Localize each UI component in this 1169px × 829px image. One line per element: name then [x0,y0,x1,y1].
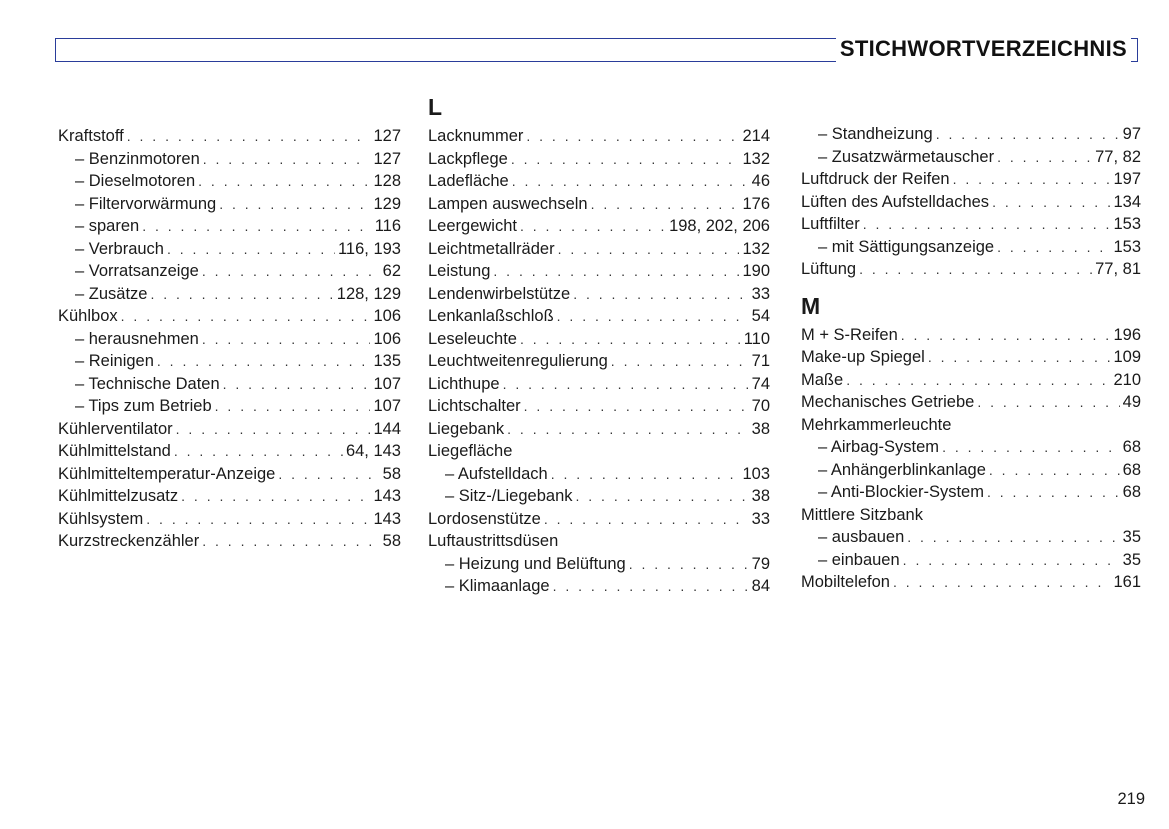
index-term: Luftaustrittsdüsen [428,532,559,550]
index-entry [801,391,1141,414]
index-entry [58,440,401,463]
leader-dots [989,459,1120,482]
index-term: Lenkanlaßschloß [428,307,554,325]
index-pages: 161 [1113,573,1141,591]
index-term: – Tips zum Betrieb [75,397,212,415]
index-term: Luftdruck der Reifen [801,170,950,188]
index-term: – einbauen [818,550,900,569]
index-term: Luftfilter [801,215,860,233]
leader-dots [901,324,1111,347]
index-term: Kühlerventilator [58,419,173,438]
index-pages: 106 [373,307,401,325]
leader-dots [203,148,371,171]
index-term: Kühlmittelstand [58,442,171,460]
leader-dots [157,350,371,373]
index-entry [428,418,770,441]
leader-dots [992,191,1110,214]
index-entry [58,485,401,508]
leader-dots [907,526,1119,549]
index-term: Make-up Spiegel [801,348,925,366]
page-title: STICHWORTVERZEICHNIS [836,36,1131,62]
index-entry [801,236,1141,259]
index-pages: 38 [751,487,770,505]
leader-dots [629,553,749,576]
index-term: Lüftung [801,260,857,278]
index-term: – Dieselmotoren [75,172,196,190]
leader-dots [526,125,739,148]
index-pages: 132 [742,149,770,168]
index-pages: 46 [751,172,770,190]
index-term: Leichtmetallräder [428,239,555,258]
index-pages: 134 [1113,192,1141,211]
leader-dots [146,508,370,531]
index-entry [801,414,1141,437]
index-entry [428,575,770,598]
index-pages: 153 [1113,237,1141,256]
leader-dots [557,305,749,328]
index-pages: 196 [1113,325,1141,344]
index-pages: 33 [751,509,770,528]
leader-dots [202,530,379,553]
index-entry [428,350,770,373]
leader-dots [903,549,1120,572]
index-entry [58,508,401,531]
index-column-1 [58,125,401,553]
leader-dots [553,575,749,598]
leader-dots [520,328,741,351]
index-pages: 190 [742,262,770,280]
index-entry [428,328,770,351]
leader-dots [977,391,1119,414]
index-term: – mit Sättigungsanzeige [818,237,995,256]
index-term: Lüften des Aufstelldaches [801,192,990,211]
index-pages: 116, 193 [337,239,401,258]
header-rule [55,38,1138,62]
section-letter-m: M [801,292,821,319]
leader-dots [859,258,1092,281]
index-entry [801,549,1141,572]
index-term: M + S-Reifen [801,325,898,344]
index-pages: 128 [373,172,401,190]
index-pages: 68 [1122,483,1141,501]
index-column-3 [801,123,1141,594]
index-term: – Sitz-/Liegebank [445,487,573,505]
index-term: – Klimaanlage [445,577,550,595]
index-term: Kühlmitteltemperatur-Anzeige [58,464,276,483]
index-term: – Zusätze [75,284,148,303]
index-term: – Benzinmotoren [75,149,200,168]
leader-dots [893,571,1110,594]
section-letter-l: L [428,94,443,120]
index-entry [428,215,770,238]
index-pages: 64, 143 [345,442,401,460]
leader-dots [511,148,740,171]
index-entry [58,125,401,148]
index-term: Kühlmittelzusatz [58,487,179,505]
leader-dots [512,170,749,193]
index-entry [428,260,770,283]
leader-dots [997,146,1092,169]
index-entry [428,440,770,463]
index-term: – Anti-Blockier-System [818,483,984,501]
index-entry [428,463,770,486]
index-term: – Verbrauch [75,239,164,258]
index-entry [58,328,401,351]
leader-dots [202,328,371,351]
index-entry [801,346,1141,369]
leader-dots [181,485,370,508]
index-entry [428,485,770,508]
index-term: Lackpflege [428,149,508,168]
index-entry [58,260,401,283]
index-entry [801,258,1141,281]
index-pages: 210 [1113,370,1141,389]
leader-dots [558,238,740,261]
leader-dots [544,508,749,531]
index-pages: 143 [373,487,401,505]
index-term: – Filtervorwärmung [75,194,217,213]
index-pages: 70 [751,397,770,415]
index-term: Lampen auswechseln [428,194,588,213]
index-pages: 197 [1113,170,1141,188]
index-entry [58,350,401,373]
index-entry [428,508,770,531]
index-pages: 35 [1122,528,1141,546]
index-pages: 49 [1122,393,1141,411]
index-pages: 116 [374,217,401,235]
index-entry [58,238,401,261]
index-term: Kühlsystem [58,509,144,528]
index-entry [58,373,401,396]
index-pages: 74 [751,374,770,393]
index-entry [428,283,770,306]
index-pages: 77, 81 [1095,260,1141,278]
index-term: Kühlbox [58,307,118,325]
page-number: 219 [1117,790,1145,808]
index-entry [58,463,401,486]
leader-dots [223,373,371,396]
leader-dots [846,369,1110,392]
index-pages: 153 [1113,215,1141,233]
index-pages: 110 [743,329,770,348]
index-entry [801,146,1141,169]
leader-dots [150,283,333,306]
leader-dots [573,283,748,306]
leader-dots [520,215,666,238]
index-pages: 33 [751,284,770,303]
index-term: Lichtschalter [428,397,521,415]
index-pages: 62 [382,262,401,280]
index-term: Leuchtweitenregulierung [428,352,608,370]
index-entry [58,530,401,553]
index-term: – Vorratsanzeige [75,262,199,280]
index-pages: 109 [1113,348,1141,366]
index-entry [801,459,1141,482]
index-entry [428,238,770,261]
leader-dots [198,170,370,193]
index-entry [428,125,770,148]
leader-dots [174,440,343,463]
leader-dots [997,236,1110,259]
index-entry [801,481,1141,504]
leader-dots [503,373,749,396]
index-entry [801,168,1141,191]
index-pages: 132 [742,239,770,258]
index-entry [428,530,770,553]
index-entry [58,148,401,171]
index-pages: 68 [1122,438,1141,456]
index-pages: 84 [751,577,770,595]
index-entry [801,571,1141,594]
leader-dots [167,238,335,261]
index-entry [801,191,1141,214]
index-entry [428,148,770,171]
index-term: Lendenwirbelstütze [428,284,571,303]
leader-dots [591,193,740,216]
index-entry [58,283,401,306]
leader-dots [202,260,380,283]
index-entry [58,170,401,193]
index-entry [801,504,1141,527]
index-pages: 143 [373,509,401,528]
index-entry [428,170,770,193]
leader-dots [215,395,371,418]
index-term: Mechanisches Getriebe [801,393,975,411]
leader-dots [507,418,748,441]
index-term: Kraftstoff [58,127,124,145]
index-pages: 127 [373,127,401,145]
index-entry [58,395,401,418]
index-entry [801,213,1141,236]
leader-dots [611,350,749,373]
index-entry [428,553,770,576]
index-entry [58,418,401,441]
index-pages: 58 [382,532,401,550]
index-pages: 77, 82 [1095,147,1141,166]
leader-dots [987,481,1120,504]
index-term: Lacknummer [428,127,524,145]
index-pages: 144 [373,419,401,438]
index-term: – Airbag-System [818,438,940,456]
index-pages: 35 [1122,550,1141,569]
index-pages: 58 [382,464,401,483]
index-entry [58,193,401,216]
index-term: Kurzstreckenzähler [58,532,200,550]
index-pages: 198, 202, 206 [669,217,770,235]
index-pages: 127 [373,149,401,168]
index-entry [801,526,1141,549]
index-pages: 71 [751,352,770,370]
index-pages: 129 [373,194,401,213]
index-entry [801,369,1141,392]
index-pages: 107 [373,397,401,415]
index-entry [801,324,1141,347]
index-term: Mobiltelefon [801,573,890,591]
leader-dots [576,485,749,508]
index-pages: 68 [1122,460,1141,479]
index-term: Leergewicht [428,217,517,235]
index-entry [428,193,770,216]
index-column-2 [428,90,770,598]
leader-dots [936,123,1120,146]
leader-dots [219,193,370,216]
index-pages: 54 [751,307,770,325]
index-entry [428,373,770,396]
index-pages: 97 [1122,125,1141,143]
index-term: Mittlere Sitzbank [801,505,923,524]
index-entry [58,305,401,328]
leader-dots [493,260,739,283]
leader-dots [121,305,371,328]
index-term: Mehrkammerleuchte [801,415,952,434]
leader-dots [551,463,740,486]
section-spacer [801,281,1141,289]
index-pages: 38 [751,419,770,438]
index-pages: 79 [751,554,770,573]
index-term: – ausbauen [818,528,905,546]
index-term: – Aufstelldach [445,464,548,483]
index-entry [801,123,1141,146]
index-term: Maße [801,370,844,389]
leader-dots [953,168,1111,191]
leader-dots [278,463,379,486]
index-term: – sparen [75,217,140,235]
leader-dots [176,418,371,441]
index-term: Lichthupe [428,374,500,393]
index-pages: 103 [742,464,770,483]
index-entry [428,395,770,418]
index-pages: 107 [373,374,401,393]
leader-dots [863,213,1111,236]
index-pages: 106 [373,329,401,348]
index-pages: 135 [373,352,401,370]
index-term: – Heizung und Belüftung [445,554,626,573]
index-pages: 214 [742,127,770,145]
index-term: – herausnehmen [75,329,199,348]
index-term: – Standheizung [818,125,933,143]
index-entry [58,215,401,238]
index-term: Leseleuchte [428,329,517,348]
index-term: Liegebank [428,419,505,438]
leader-dots [524,395,749,418]
index-entry [801,436,1141,459]
index-term: Liegefläche [428,442,513,460]
leader-dots [928,346,1111,369]
index-term: – Zusatzwärmetauscher [818,147,995,166]
index-pages: 128, 129 [336,284,401,303]
index-term: Ladefläche [428,172,509,190]
index-term: Lordosenstütze [428,509,541,528]
leader-dots [127,125,371,148]
index-term: – Anhängerblinkanlage [818,460,986,479]
index-term: – Reinigen [75,352,154,370]
index-pages: 176 [742,194,770,213]
index-entry [428,305,770,328]
index-term: – Technische Daten [75,374,220,393]
leader-dots [142,215,371,238]
index-term: Leistung [428,262,491,280]
leader-dots [942,436,1120,459]
